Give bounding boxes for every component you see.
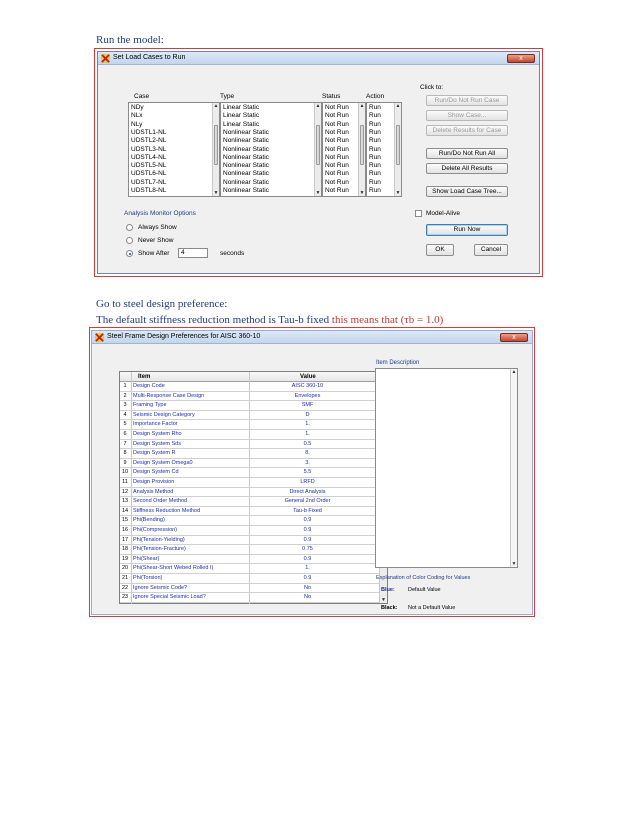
black-label: Black:	[381, 605, 398, 611]
scroll-down-icon[interactable]: ▼	[213, 190, 219, 196]
heading-run-model: Run the model:	[96, 34, 164, 46]
case-cell[interactable]: NLx	[131, 112, 143, 120]
ok-button[interactable]: OK	[426, 244, 454, 256]
row-value[interactable]: LRFD	[300, 479, 315, 485]
row-value[interactable]: 0.75	[302, 546, 313, 553]
blue-explanation: Default Value	[408, 587, 441, 593]
never-show-radio[interactable]	[126, 237, 133, 244]
cancel-button[interactable]: Cancel	[474, 244, 508, 256]
row-item: Phi(Bending)	[133, 517, 165, 524]
row-item: Importance Factor	[133, 421, 178, 428]
row-item: Phi(Compression)	[133, 527, 178, 533]
type-cell[interactable]: Nonlinear Static	[223, 137, 269, 145]
scroll-down-icon[interactable]: ▼	[359, 190, 365, 196]
action-cell[interactable]: Run	[369, 120, 381, 128]
stiffness-note-prefix: The default stiffness reduction method is Tau-b fixed	[96, 314, 330, 326]
case-cell[interactable]: UDSTL8-NL	[131, 187, 167, 194]
status-cell[interactable]: Not Run	[325, 145, 349, 153]
case-cell[interactable]: NDy	[131, 104, 144, 111]
row-value[interactable]: 8.	[305, 450, 310, 457]
scroll-up-icon[interactable]: ▲	[395, 103, 401, 109]
action-cell[interactable]: Run	[369, 170, 381, 178]
row-item: Design Provision	[133, 479, 175, 485]
action-cell[interactable]: Run	[369, 153, 381, 161]
row-number: 11	[122, 479, 128, 485]
col-header-type: Type	[220, 93, 235, 100]
status-cell[interactable]: Not Run	[325, 120, 349, 128]
row-number: 18	[121, 546, 129, 553]
color-coding-title: Explanation of Color Coding for Values	[376, 575, 471, 581]
table-row[interactable]	[120, 420, 380, 430]
action-cell[interactable]: Run	[369, 128, 381, 136]
table-row[interactable]	[120, 555, 380, 565]
action-cell[interactable]: Run	[369, 162, 381, 170]
row-number: 9	[123, 459, 127, 466]
table-row[interactable]	[120, 478, 380, 488]
action-cell[interactable]: Run	[369, 187, 381, 194]
scroll-thumb[interactable]	[214, 125, 218, 165]
table-row[interactable]	[120, 584, 380, 594]
always-show-label: Always Show	[138, 224, 177, 231]
type-list[interactable]	[220, 102, 322, 197]
col-header-action: Action	[366, 93, 385, 100]
steel-prefs-dialog	[91, 330, 533, 615]
row-number: 14	[121, 507, 129, 514]
table-row[interactable]	[120, 411, 380, 421]
action-cell[interactable]: Run	[369, 145, 381, 153]
row-number: 7	[123, 440, 127, 447]
row-value[interactable]: General 2nd Order	[284, 498, 331, 505]
type-cell[interactable]: Nonlinear Static	[223, 153, 269, 161]
steel-prefs-title: Steel Frame Design Preferences for AISC 360-10	[107, 333, 261, 340]
row-item: Second Order Method	[133, 498, 188, 505]
scroll-thumb[interactable]	[316, 125, 320, 165]
row-item: Phi(Tension-Fracture)	[133, 546, 186, 553]
row-item: Phi(Tension-Yielding)	[133, 536, 185, 543]
row-value[interactable]: 5.5	[303, 469, 312, 476]
action-cell[interactable]: Run	[369, 137, 381, 145]
table-row[interactable]	[120, 574, 380, 584]
row-item: Design System Omega0	[133, 459, 193, 466]
type-cell[interactable]: Linear Static	[223, 120, 260, 128]
status-cell[interactable]: Not Run	[325, 137, 349, 145]
table-row[interactable]	[120, 545, 380, 555]
row-item: Phi(Torsion)	[133, 575, 163, 581]
row-value[interactable]: 3.	[305, 459, 310, 466]
scroll-down-icon[interactable]: ▼	[315, 190, 321, 196]
scroll-up-icon[interactable]: ▲	[511, 369, 517, 375]
row-item: Phi(Shear)	[133, 555, 160, 562]
status-list-scrollbar[interactable]	[358, 103, 365, 196]
stiffness-note	[96, 314, 443, 326]
row-number: 16	[121, 527, 129, 533]
blue-label: Blue:	[381, 587, 395, 593]
action-list-scrollbar[interactable]	[394, 103, 401, 196]
action-cell[interactable]: Run	[369, 112, 381, 120]
status-cell[interactable]: Not Run	[325, 153, 349, 161]
row-value[interactable]: 1.	[305, 431, 310, 437]
row-value[interactable]: 0.9	[303, 536, 312, 543]
type-cell[interactable]: Nonlinear Static	[223, 178, 269, 186]
table-row[interactable]	[120, 488, 380, 498]
row-item: Framing Type	[133, 402, 167, 409]
col-header-status: Status	[322, 93, 341, 100]
app-logo-icon	[95, 333, 104, 342]
row-value[interactable]: SMF	[301, 402, 314, 409]
table-row[interactable]	[120, 468, 380, 478]
row-value[interactable]: No	[303, 584, 312, 591]
status-cell[interactable]: Not Run	[325, 178, 349, 186]
show-after-radio[interactable]	[126, 250, 133, 257]
table-row[interactable]	[120, 564, 380, 574]
case-cell[interactable]: UDSTL7-NL	[131, 178, 167, 186]
row-number: 2	[123, 392, 127, 399]
black-explanation: Not a Default Value	[408, 605, 456, 611]
case-cell[interactable]: NLy	[131, 120, 143, 128]
table-row[interactable]	[120, 526, 380, 536]
row-number: 20	[121, 565, 129, 572]
row-number: 15	[121, 517, 129, 524]
case-cell[interactable]: UDSTL4-NL	[131, 153, 167, 161]
case-list-scrollbar[interactable]	[212, 103, 219, 196]
table-row[interactable]	[120, 430, 380, 440]
row-number: 13	[121, 498, 129, 505]
row-number: 22	[121, 584, 129, 591]
type-cell[interactable]: Nonlinear Static	[223, 128, 269, 136]
row-value[interactable]: 0.5	[303, 440, 312, 447]
type-cell[interactable]: Nonlinear Static	[223, 170, 269, 178]
close-icon[interactable]: x	[512, 334, 516, 341]
type-list-scrollbar[interactable]	[314, 103, 321, 196]
table-row[interactable]	[120, 440, 380, 450]
show-load-case-tree-button[interactable]: Show Load Case Tree...	[426, 186, 508, 197]
show-after-seconds-input[interactable]: 4	[178, 248, 208, 258]
col-header-case: Case	[134, 93, 150, 100]
steel-prefs-titlebar	[92, 331, 532, 344]
row-value[interactable]: 0.9	[303, 517, 312, 524]
row-value[interactable]: Envelopes	[294, 392, 321, 399]
row-item: Design System Cd	[133, 469, 179, 476]
grid-header	[120, 372, 380, 382]
status-cell[interactable]: Not Run	[325, 104, 349, 111]
scroll-thumb[interactable]	[396, 125, 400, 165]
row-item: Seismic Design Category	[133, 411, 195, 418]
table-row[interactable]	[120, 536, 380, 546]
case-list[interactable]	[128, 102, 220, 197]
scroll-up-icon[interactable]: ▲	[213, 103, 219, 109]
table-row[interactable]	[120, 401, 380, 411]
table-row[interactable]	[120, 497, 380, 507]
always-show-radio[interactable]	[126, 224, 133, 231]
item-description-label: Item Description	[376, 360, 420, 366]
case-cell[interactable]: UDSTL5-NL	[131, 162, 167, 170]
row-item: Design System R	[133, 450, 176, 457]
scroll-thumb[interactable]	[360, 125, 364, 165]
status-cell[interactable]: Not Run	[325, 128, 349, 136]
case-cell[interactable]: UDSTL1-NL	[131, 128, 167, 136]
run-now-button[interactable]: Run Now	[426, 224, 508, 236]
stiffness-note-suffix: this means that (τb = 1.0)	[331, 314, 444, 326]
row-item: Design System Rho	[133, 431, 182, 437]
col-header-value: Value	[300, 374, 316, 380]
preferences-grid[interactable]	[119, 371, 388, 604]
load-cases-titlebar	[98, 52, 539, 65]
row-value[interactable]: 0.9	[303, 575, 312, 581]
row-value[interactable]: 1.	[305, 421, 310, 428]
row-number: 6	[123, 431, 127, 437]
row-value[interactable]: 1.	[305, 565, 310, 572]
row-item: Phi(Shear-Short Webed Rolled I)	[133, 565, 214, 572]
load-cases-dialog	[97, 51, 540, 274]
row-number: 5	[123, 421, 127, 428]
load-cases-table	[116, 90, 402, 198]
scroll-down-icon[interactable]: ▼	[395, 190, 401, 196]
table-row[interactable]	[120, 392, 380, 402]
description-scrollbar[interactable]	[510, 369, 517, 567]
run-do-not-run-all-button[interactable]: Run/Do Not Run All	[426, 148, 508, 159]
type-cell[interactable]: Linear Static	[223, 112, 260, 120]
status-list[interactable]	[322, 102, 366, 197]
heading-steel-pref: Go to steel design preference:	[96, 298, 228, 310]
status-cell[interactable]: Not Run	[325, 112, 349, 120]
status-cell[interactable]: Not Run	[325, 170, 349, 178]
item-description-box	[375, 368, 518, 568]
row-item: Multi-Response Case Design	[133, 392, 205, 399]
row-number: 17	[121, 536, 129, 543]
table-row[interactable]	[120, 593, 380, 603]
row-number: 23	[121, 594, 129, 601]
never-show-label: Never Show	[138, 237, 174, 244]
row-item: Analysis Method	[133, 488, 174, 495]
table-row[interactable]	[120, 459, 380, 469]
case-cell[interactable]: UDSTL2-NL	[131, 137, 167, 145]
row-item: Design Code	[133, 383, 165, 389]
row-item: Stiffness Reduction Method	[133, 507, 201, 514]
row-number: 21	[121, 575, 129, 581]
status-cell[interactable]: Not Run	[325, 187, 349, 194]
action-cell[interactable]: Run	[369, 104, 381, 111]
scroll-up-icon[interactable]: ▲	[359, 103, 365, 109]
type-cell[interactable]: Nonlinear Static	[223, 162, 269, 170]
scroll-down-icon[interactable]: ▼	[511, 561, 517, 567]
table-row[interactable]	[120, 516, 380, 526]
row-number: 1	[123, 383, 127, 389]
run-do-not-run-case-button[interactable]: Run/Do Not Run Case	[426, 95, 508, 106]
scroll-down-icon[interactable]: ▼	[381, 597, 386, 603]
row-number: 3	[123, 402, 127, 409]
delete-results-for-case-button[interactable]: Delete Results for Case	[426, 125, 508, 136]
table-row[interactable]	[120, 449, 380, 459]
row-item: Design System Sds	[133, 440, 181, 447]
close-button[interactable]	[500, 333, 528, 342]
table-row[interactable]	[120, 507, 380, 517]
row-number: 19	[121, 555, 129, 562]
action-list[interactable]	[366, 102, 402, 197]
show-after-label: Show After	[138, 250, 170, 257]
row-value[interactable]: 0.9	[303, 527, 312, 533]
model-alive-checkbox[interactable]	[415, 210, 422, 217]
action-cell[interactable]: Run	[369, 178, 381, 186]
row-item: Ignore Seismic Code?	[133, 584, 188, 591]
row-value[interactable]: No	[303, 594, 312, 601]
status-cell[interactable]: Not Run	[325, 162, 349, 170]
scroll-up-icon[interactable]: ▲	[315, 103, 321, 109]
table-row[interactable]	[120, 382, 380, 392]
row-number: 10	[121, 469, 129, 476]
type-cell[interactable]: Linear Static	[223, 104, 260, 111]
show-case-button[interactable]: Show Case...	[426, 110, 508, 121]
type-cell[interactable]: Nonlinear Static	[223, 187, 269, 194]
row-value[interactable]: AISC 360-10	[291, 383, 324, 389]
case-cell[interactable]: UDSTL6-NL	[131, 170, 167, 178]
app-logo-icon	[101, 54, 110, 63]
seconds-label: seconds	[220, 250, 245, 257]
row-value[interactable]: D	[305, 411, 310, 418]
type-cell[interactable]: Nonlinear Static	[223, 145, 269, 153]
load-cases-title: Set Load Cases to Run	[113, 54, 186, 61]
case-cell[interactable]: UDSTL3-NL	[131, 145, 167, 153]
row-number: 8	[123, 450, 127, 457]
click-to-label: Click to:	[420, 84, 444, 91]
row-value[interactable]: 0.9	[303, 555, 312, 562]
row-value[interactable]: Tau-b Fixed	[293, 507, 322, 514]
close-button[interactable]: x	[507, 54, 535, 63]
monitor-options-title: Analysis Monitor Options	[124, 210, 196, 217]
delete-all-results-button[interactable]: Delete All Results	[426, 163, 508, 174]
col-header-item: Item	[138, 374, 151, 380]
model-alive-label: Model-Alive	[426, 210, 460, 217]
row-number: 4	[123, 411, 127, 418]
row-value[interactable]: Direct Analysis	[289, 488, 326, 495]
row-item: Ignore Special Seismic Load?	[133, 594, 206, 601]
row-number: 12	[121, 488, 129, 495]
